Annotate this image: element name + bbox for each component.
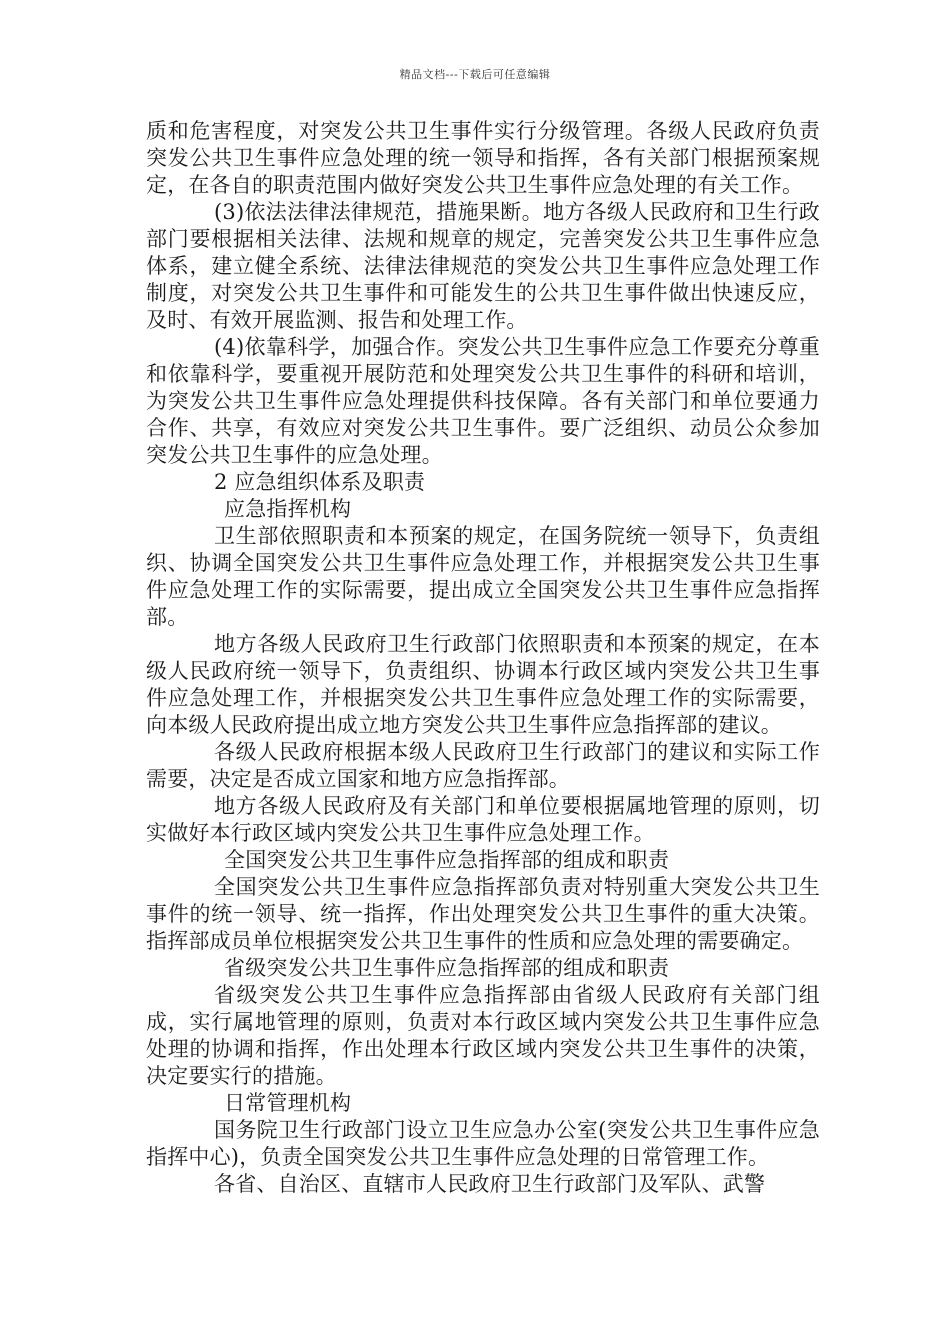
subsection-heading: 日常管理机构 bbox=[224, 1091, 352, 1115]
subsection-heading: 全国突发公共卫生事件应急指挥部的组成和职责 bbox=[224, 848, 670, 872]
paragraph: (3)依法法律法律规范，措施果断。地方各级人民政府和卫生行政部门要根据相关法律、法规和规章的规定，完善突发公共卫生事件应急体系，建立健全系统、法律法律规范的突发公共卫生事件应急处理工作制度，对突发公共卫生事件和可能发生的公共卫生事件做出快速反应，及时、有效开展监测、报告和处理工作。 bbox=[146, 200, 820, 332]
page-header: 精品文档---下载后可任意编辑 bbox=[399, 68, 551, 81]
paragraph: 省级突发公共卫生事件应急指挥部由省级人民政府有关部门组成，实行属地管理的原则，负责对本行政区域内突发公共卫生事件应急处理的协调和指挥，作出处理本行政区域内突发公共卫生事件的决策，决定要实行的措施。 bbox=[146, 983, 820, 1088]
subsection-heading: 应急指挥机构 bbox=[224, 497, 352, 521]
section-heading: 2 应急组织体系及职责 bbox=[214, 470, 426, 494]
paragraph: 质和危害程度，对突发公共卫生事件实行分级管理。各级人民政府负责突发公共卫生事件应急处理的统一领导和指挥，各有关部门根据预案规定，在各自的职责范围内做好突发公共卫生事件应急处理的有关工作。 bbox=[146, 119, 820, 197]
paragraph: 地方各级人民政府及有关部门和单位要根据属地管理的原则，切实做好本行政区域内突发公共卫生事件应急处理工作。 bbox=[146, 794, 820, 845]
paragraph: 各级人民政府根据本级人民政府卫生行政部门的建议和实际工作需要，决定是否成立国家和地方应急指挥部。 bbox=[146, 740, 820, 791]
document-body bbox=[146, 118, 820, 1198]
paragraph: 全国突发公共卫生事件应急指挥部负责对特别重大突发公共卫生事件的统一领导、统一指挥，作出处理突发公共卫生事件的重大决策。指挥部成员单位根据突发公共卫生事件的性质和应急处理的需要确定。 bbox=[146, 875, 820, 953]
paragraph: 卫生部依照职责和本预案的规定，在国务院统一领导下，负责组织、协调全国突发公共卫生事件应急处理工作，并根据突发公共卫生事件应急处理工作的实际需要，提出成立全国突发公共卫生事件应急指挥部。 bbox=[146, 524, 820, 629]
subsection-heading: 省级突发公共卫生事件应急指挥部的组成和职责 bbox=[224, 956, 670, 980]
paragraph: (4)依靠科学，加强合作。突发公共卫生事件应急工作要充分尊重和依靠科学，要重视开展防范和处理突发公共卫生事件的科研和培训，为突发公共卫生事件应急处理提供科技保障。各有关部门和单位要通力合作、共享，有效应对突发公共卫生事件。要广泛组织、动员公众参加突发公共卫生事件的应急处理。 bbox=[146, 335, 820, 467]
paragraph: 各省、自治区、直辖市人民政府卫生行政部门及军队、武警 bbox=[214, 1172, 766, 1196]
paragraph: 地方各级人民政府卫生行政部门依照职责和本预案的规定，在本级人民政府统一领导下，负责组织、协调本行政区域内突发公共卫生事件应急处理工作，并根据突发公共卫生事件应急处理工作的实际需要，向本级人民政府提出成立地方突发公共卫生事件应急指挥部的建议。 bbox=[146, 632, 820, 737]
paragraph: 国务院卫生行政部门设立卫生应急办公室(突发公共卫生事件应急指挥中心)，负责全国突发公共卫生事件应急处理的日常管理工作。 bbox=[146, 1118, 820, 1169]
